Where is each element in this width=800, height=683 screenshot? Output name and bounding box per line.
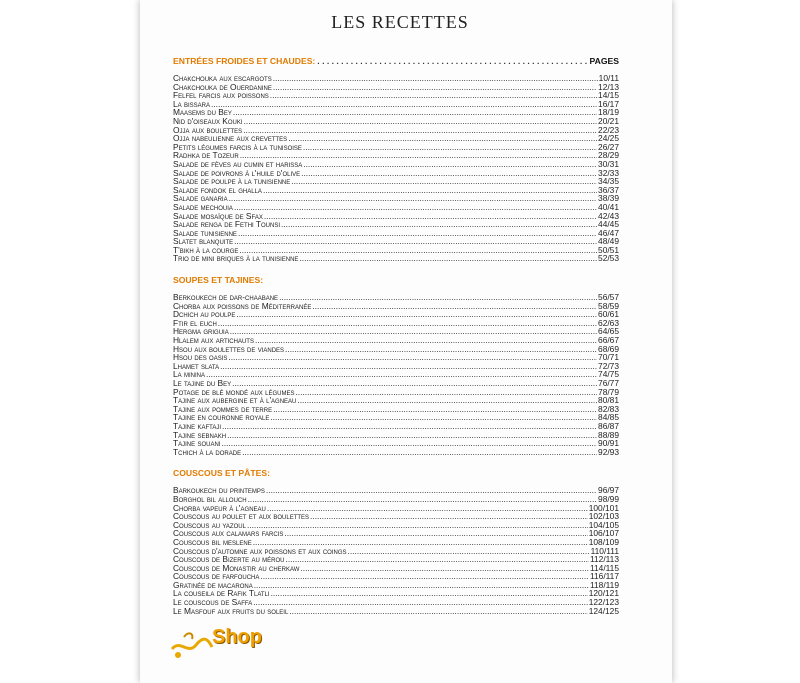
page-numbers: 108/109 [588,536,619,547]
page-numbers: 44/45 [598,219,619,230]
recipe-title: Salade renga de Fethi Tounsi [173,219,280,230]
recipe-title: Tajine sebnakh [173,429,227,440]
recipe-title: Couscous aux calamars farcis [173,528,284,539]
dot-leader [206,370,597,379]
recipe-title: Petits légumes farcis à la tunisoise [173,141,302,152]
toc-entry [173,237,619,246]
page-numbers: 82/83 [598,403,619,414]
recipe-title: Potage de blé mondé aux légumes [173,386,295,397]
recipe-title: Ojja aux boulettes [173,124,243,135]
dot-leader [291,177,597,186]
page-numbers: 20/21 [598,115,619,126]
recipe-title: Couscous bil meslene [173,536,252,547]
dot-leader [267,504,588,513]
page-numbers: 90/91 [598,438,619,449]
recipe-title: Couscous de Bizerte au mérou [173,554,285,565]
dot-leader [233,108,597,117]
page-numbers: 98/99 [598,493,619,504]
dot-leader [263,186,597,195]
page-numbers: 58/59 [598,300,619,311]
recipe-title: Ftir el euch [173,317,217,328]
page-numbers: 22/23 [598,124,619,135]
dot-leader [247,521,588,530]
recipe-title: Salade de poulpe à la tunisienne [173,176,291,187]
dot-leader [234,203,597,212]
page-numbers: 100/101 [588,502,619,513]
recipe-title: Trio de mini briques à la tunisienne [173,253,299,264]
recipe-title: Tchich à la dorade [173,446,242,457]
toc-entry [173,353,619,362]
page-numbers: 122/123 [588,597,619,608]
recipe-title: Le Masfouf aux fruits du soleil [173,605,289,616]
page-numbers: 114/115 [589,562,619,573]
recipe-title: Felfel farcis aux poissons [173,90,269,101]
toc-entry [173,448,619,457]
recipe-title: La minina [173,369,205,380]
recipe-title: Maasems du Bey [173,107,232,118]
page-numbers: 116/117 [589,571,619,582]
dot-leader [243,126,597,135]
page-numbers: 78/79 [598,386,619,397]
page-numbers: 86/87 [598,420,619,431]
dot-leader [221,439,597,448]
dot-leader [228,353,597,362]
section-heading [173,56,619,68]
recipe-title: Chorba aux poissons de Méditerranée [173,300,312,311]
recipe-title: Salade de poivrons à l'huile d'olive [173,167,301,178]
recipe-title: Salade de fèves au cumin et harissa [173,158,303,169]
recipe-title: Slatet blanquite [173,236,234,247]
page-numbers: 26/27 [598,141,619,152]
toc-entry [173,345,619,354]
recipe-title: Radhka de Tozeur [173,150,239,161]
dot-leader [270,91,597,100]
dot-leader [348,547,590,556]
page-numbers: 96/97 [598,485,619,496]
page-numbers: 80/81 [598,395,619,406]
page-numbers: 76/77 [598,378,619,388]
dot-leader [218,319,597,328]
page-numbers: 12/13 [598,81,619,92]
dot-leader [271,589,588,598]
page-numbers: 74/75 [598,369,619,380]
toc-entry [173,254,619,263]
recipe-title: Tajine kaftaji [173,420,222,431]
toc-entry [173,370,619,379]
toc-entry [173,319,619,328]
toc-entry [173,607,619,616]
dot-leader [227,431,597,440]
recipe-title: La couseila de Rafik Tlatli [173,588,270,599]
page-numbers: 46/47 [598,227,619,238]
recipe-title: Couscous de farfoucha [173,571,260,582]
recipe-title: Tajine souani [173,438,221,449]
recipe-title: Couscous au poulet et aux boulettes [173,511,310,522]
dot-leader [317,56,587,66]
page-numbers: 84/85 [598,412,619,423]
dot-leader [264,212,597,221]
recipe-title: Couscous au yazoul [173,519,246,530]
toc-entry [173,362,619,371]
page-numbers: 64/65 [598,326,619,337]
recipe-title: Salade mechouia [173,201,233,212]
dot-leader [211,100,597,109]
recipe-title: Lhamet slata [173,360,220,371]
dot-leader [242,448,597,457]
recipe-title: Chorba vapeur à l'agneau [173,502,266,513]
page-numbers: 62/63 [598,317,619,328]
section-heading [173,468,619,480]
toc-entry [173,413,619,422]
recipe-title: Salade tunisienne [173,227,237,238]
recipe-title: Salade fondok el ghalla [173,184,262,195]
recipe-title: Hsou des oasis [173,352,228,363]
page-numbers: 118/119 [589,579,619,590]
dot-leader [273,405,597,414]
page-numbers: 70/71 [598,352,619,363]
recipe-title: Chakchouka aux escargots [173,73,272,83]
page-numbers: 28/29 [598,150,619,161]
dot-leader [285,345,597,354]
dot-leader [295,388,597,397]
dot-leader [303,143,597,152]
section-name: SOUPES ET TAJINES: [173,275,264,286]
page-numbers: 56/57 [598,292,619,303]
page-numbers: 88/89 [598,429,619,440]
recipe-title: Berkoukech de dar-chaabane [173,292,279,303]
recipe-title: Borghol bil allouch [173,493,247,504]
page-numbers: 60/61 [598,309,619,320]
dot-leader [244,117,597,126]
recipe-title: Ojja nabeulienne aux crevettes [173,133,288,144]
page-numbers: 110/111 [590,545,619,556]
dot-leader [255,336,597,345]
dot-leader [238,229,597,238]
recipe-title: Salade ganaria [173,193,228,204]
recipe-title: T'bikh à la courge [173,244,239,255]
page-numbers: 72/73 [598,360,619,371]
dot-leader [301,169,597,178]
toc-entry [173,186,619,195]
dot-leader [299,254,597,263]
page-title: LES RECETTES [331,12,469,32]
dot-leader [297,396,597,405]
toc-entry [173,229,619,238]
section-name: ENTRÉES FROIDES ET CHAUDES: [173,56,316,66]
dot-leader [230,327,597,336]
dot-leader [288,134,597,143]
recipe-title: Hsou aux boulettes de viandes [173,343,285,354]
page-numbers: 36/37 [598,184,619,195]
page-numbers: 48/49 [598,236,619,247]
dot-leader [273,83,597,92]
recipe-title: Chakchouka de Ouerdanine [173,81,272,92]
page-numbers: 124/125 [588,605,619,616]
dot-leader [303,160,597,169]
dot-leader [281,220,597,229]
toc-entry [173,143,619,152]
page-numbers: 14/15 [598,90,619,101]
page-numbers: 68/69 [598,343,619,354]
dot-leader [254,581,589,590]
dot-leader [284,529,587,538]
toc-entry [173,194,619,203]
page-numbers: 120/121 [588,588,619,599]
dot-leader [270,413,597,422]
dot-leader [279,293,597,302]
toc-entry [173,302,619,311]
recipe-title: Gratinée de macarona [173,579,253,590]
dot-leader [266,486,597,495]
toc-entry [173,220,619,229]
recipe-title: Hlalem aux artichauts [173,335,254,346]
recipe-title: Nid d'oiseaux Kouki [173,115,243,126]
dot-leader [234,237,597,246]
toc-entry [173,310,619,319]
section-name: COUSCOUS ET PÂTES: [173,468,270,479]
toc-entry [173,91,619,100]
page-numbers: 52/53 [598,253,619,264]
recipe-title: Hergma griguia [173,326,229,337]
toc-entry [173,100,619,109]
page-numbers: 92/93 [598,446,619,457]
page-numbers: 102/103 [588,511,619,522]
page-numbers: 104/105 [588,519,619,530]
page-numbers: 18/19 [598,107,619,118]
recipe-title: Tajine aux aubergine et à l'agneau [173,395,297,406]
page-numbers: 106/107 [588,528,619,539]
recipe-title: Le tajine du Bey [173,378,232,388]
page-numbers: 34/35 [598,176,619,187]
recipe-title: La bissara [173,98,210,109]
recipe-title: Salade mosaïque de Sfax [173,210,263,221]
page-numbers: 32/33 [598,167,619,178]
dot-leader [222,422,597,431]
dot-leader [260,572,589,581]
recipe-title: Le couscous de Saffa [173,597,253,608]
dot-leader [300,564,589,573]
recipe-title: Tajine en couronne royale [173,412,270,423]
toc-entry [173,422,619,431]
pages-label: PAGES [589,56,619,66]
page-numbers: 38/39 [598,193,619,204]
page-numbers: 40/41 [598,201,619,212]
page-numbers: 66/67 [598,335,619,346]
toc-entry [173,431,619,440]
dot-leader [286,555,589,564]
dot-leader [253,598,587,607]
recipe-title: Barkoukech du printemps [173,485,265,496]
shop-logo-text: Shop [212,626,262,648]
page-numbers: 10/11 [598,73,619,83]
dot-leader [312,302,597,311]
page-numbers: 50/51 [598,244,619,255]
dot-leader [229,194,597,203]
dot-leader [220,362,597,371]
section-heading [173,275,619,287]
dot-leader [273,74,598,83]
page-numbers: 42/43 [598,210,619,221]
recipe-title: Tajine aux pommes de terre [173,403,273,414]
page-numbers: 112/113 [589,554,619,565]
dot-leader [248,495,597,504]
page-numbers: 16/17 [598,98,619,109]
page-numbers: 30/31 [598,158,619,169]
dot-leader [310,512,588,521]
table-of-contents [173,56,619,619]
dot-leader [236,310,597,319]
recipe-title: Dchich au poulpe [173,309,236,320]
recipe-title: Couscous de Monastir au cherkaw [173,562,300,573]
page-numbers: 24/25 [598,133,619,144]
dot-leader [289,607,587,616]
recipe-title: Couscous d'automne aux poissons et aux coings [173,545,347,556]
